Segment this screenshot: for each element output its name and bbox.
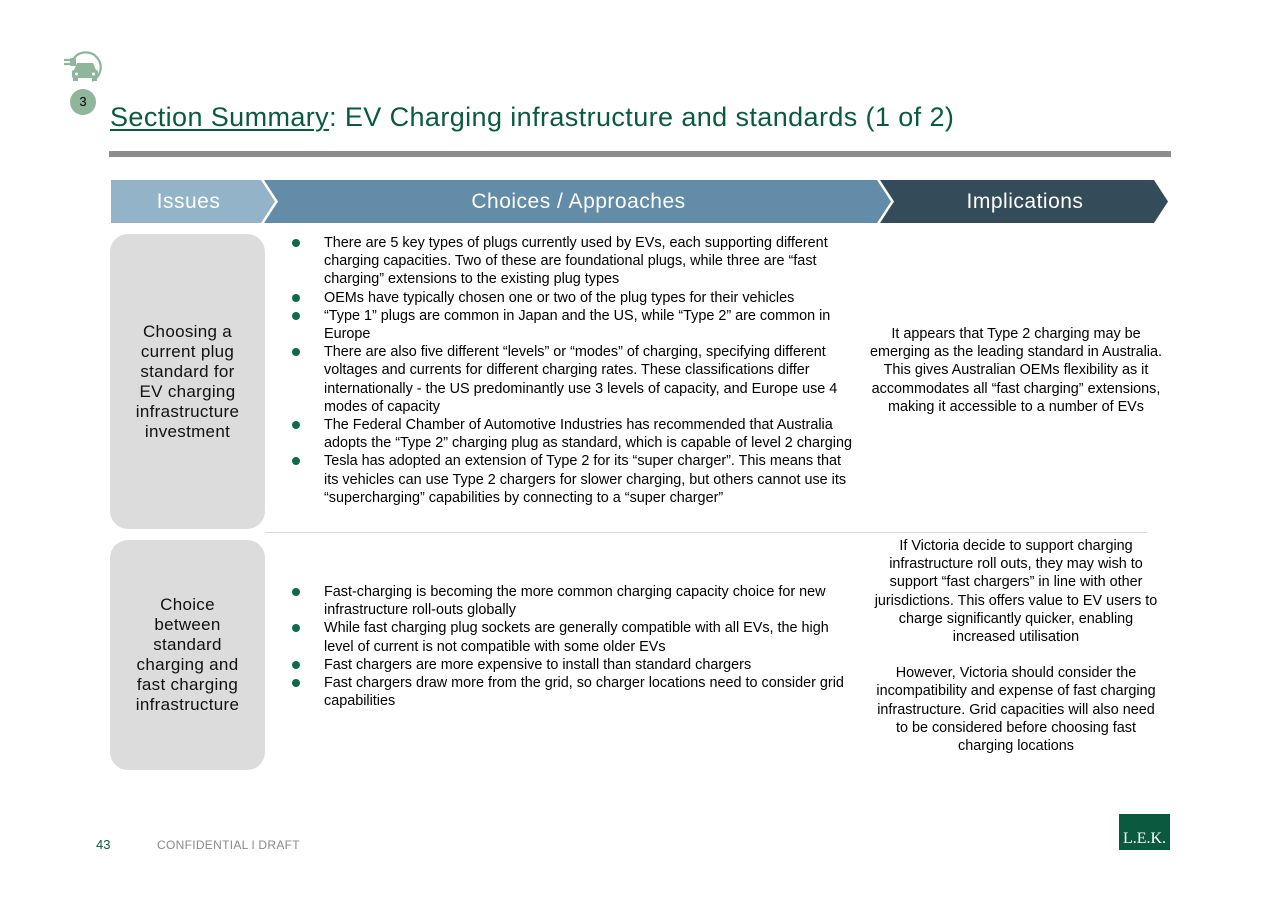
- list-item: Fast chargers are more expensive to install than standard chargers: [292, 656, 852, 674]
- section-summary-link[interactable]: Section Summary: [110, 102, 330, 132]
- issues-column-header: Issues: [156, 190, 221, 213]
- bullet-dot: [292, 588, 300, 596]
- list-item: OEMs have typically chosen one or two of the plug types for their vehicles: [292, 289, 852, 307]
- implications-fast-charging: [870, 537, 1162, 755]
- confidential-label: CONFIDENTIAL l DRAFT: [157, 838, 300, 852]
- list-item: The Federal Chamber of Automotive Industries has recommended that Australia adopts the “Type 2” charging plug as standard, which is capable of level 2 charging: [292, 416, 852, 452]
- column-header-bar: [111, 180, 1171, 223]
- ev-car-plug-icon: [62, 48, 102, 84]
- list-item: There are also five different “levels” or “modes” of charging, specifying different voltages and currents for different charging rates. These classifications differ internationally - the US predominantly use 3 levels of capacity, and Europe use 4 modes of capacity: [292, 343, 852, 416]
- issue-label: Choice between standard charging and fast charging infrastructure: [135, 595, 240, 714]
- section-number-badge: 3: [70, 89, 96, 115]
- implication-text: However, Victoria should consider the incompatibility and expense of fast charging infrastructure. Grid capacities will also need to be considered before choosing fast charging locations: [876, 665, 1156, 755]
- choices-list-fast-charging: [292, 583, 852, 710]
- lek-logo: L.E.K.: [1119, 814, 1170, 850]
- list-item: Fast-charging is becoming the more common charging capacity choice for new infrastructure roll-outs globally: [292, 583, 852, 619]
- implications-plug-standard: [870, 325, 1162, 416]
- implications-column-header: Implications: [966, 190, 1084, 213]
- title-divider: [109, 151, 1171, 157]
- list-item: Tesla has adopted an extension of Type 2 for its “super charger”. This means that its vehicles can use Type 2 chargers for slower charging, but others cannot use its “supercharging” capabilities by connecting to a “super charger”: [292, 452, 852, 507]
- page-title-text: : EV Charging infrastructure and standards (1 of 2): [329, 102, 955, 132]
- list-item: Fast chargers draw more from the grid, so charger locations need to consider grid capabilities: [292, 674, 852, 710]
- bullet-dot: [292, 348, 300, 356]
- bullet-dot: [292, 312, 300, 320]
- list-item: There are 5 key types of plugs currently used by EVs, each supporting different charging capacities. Two of these are foundational plugs, while three are “fast charging” extensions to the existing plug types: [292, 234, 852, 289]
- bullet-dot: [292, 421, 300, 429]
- list-item: “Type 1” plugs are common in Japan and the US, while “Type 2” are common in Europe: [292, 307, 852, 343]
- page-number: 43: [96, 837, 111, 852]
- choices-column-header: Choices / Approaches: [471, 190, 686, 213]
- choices-list-plug-standard: [292, 234, 852, 507]
- bullet-dot: [292, 294, 300, 302]
- row-divider: [265, 532, 1147, 533]
- issue-box-fast-charging: [110, 540, 265, 770]
- bullet-dot: [292, 661, 300, 669]
- bullet-dot: [292, 679, 300, 687]
- list-item: While fast charging plug sockets are generally compatible with all EVs, the high level of current is not compatible with some older EVs: [292, 619, 852, 655]
- implication-text: If Victoria decide to support charging infrastructure roll outs, they may wish to support “fast chargers” in line with other jurisdictions. This offers value to EV users to charge significantly quicker, enabling increased utilisation: [874, 538, 1158, 646]
- bullet-dot: [292, 457, 300, 465]
- bullet-dot: [292, 239, 300, 247]
- implication-text: It appears that Type 2 charging may be emerging as the leading standard in Australia. This gives Australian OEMs flexibility as it accommodates all “fast charging” extensions, making it accessible to a number of EVs: [870, 326, 1162, 415]
- issue-label: Choosing a current plug standard for EV charging infrastructure investment: [135, 321, 240, 441]
- issue-box-plug-standard: [110, 234, 265, 529]
- page-title: [110, 102, 954, 133]
- bullet-dot: [292, 624, 300, 632]
